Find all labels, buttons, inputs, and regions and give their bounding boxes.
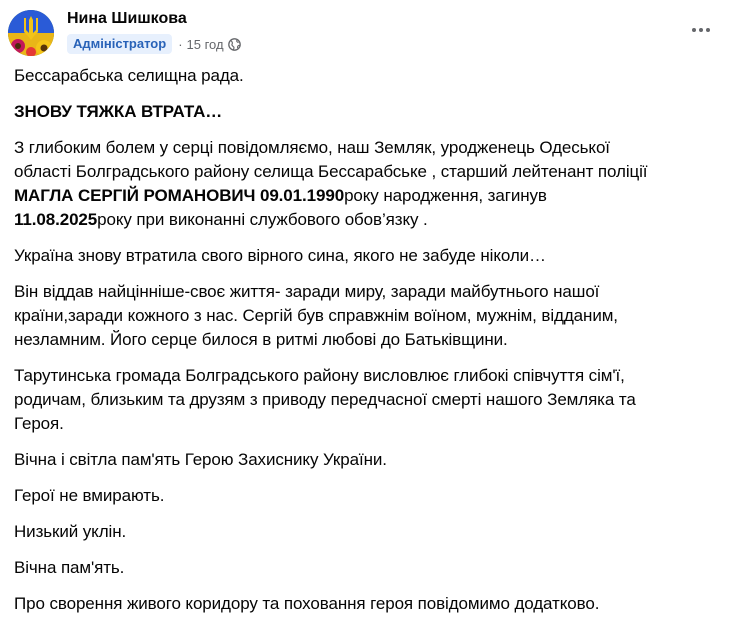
more-dot xyxy=(692,28,696,32)
p5-line2: країни,заради кожного з нас. Сергій був справжнім воїном, мужнім, відданим, xyxy=(14,306,618,325)
post-paragraph-6 xyxy=(14,364,719,436)
p3-line1: З глибоким болем у серці повідомляємо, наш Земляк, уродженець Одеської xyxy=(14,138,610,157)
post-paragraph-8: Герої не вмирають. xyxy=(14,486,165,505)
p3-line2: області Болградського району селища Бессарабське , старший лейтенант поліції xyxy=(14,162,648,181)
post-paragraph-11: Про сворення живого коридору та поховання героя повідомимо додатково. xyxy=(14,594,600,613)
post-paragraph-9: Низький уклін. xyxy=(14,522,127,541)
post-paragraph-10: Вічна пам'ять. xyxy=(14,558,125,577)
p3-line4-rest: року при виконанні службового обов’язку . xyxy=(97,210,428,229)
author-name[interactable]: Нина Шишкова xyxy=(67,10,187,27)
post-paragraph-7: Вічна і світла пам'ять Герою Захиснику України. xyxy=(14,450,387,469)
p3-line3-rest: року народження, загинув xyxy=(344,186,547,205)
more-dot xyxy=(706,28,710,32)
p3-date-bold: 11.08.2025 xyxy=(14,210,98,229)
p3-name-bold: МАГЛА СЕРГІЙ РОМАНОВИЧ 09.01.1990 xyxy=(14,186,345,205)
p6-line3: Героя. xyxy=(14,414,64,433)
post-paragraph-2 xyxy=(14,100,719,124)
post-paragraph-3 xyxy=(14,136,719,232)
globe-icon[interactable] xyxy=(228,38,241,51)
more-dot xyxy=(699,28,703,32)
post-paragraph-5 xyxy=(14,280,719,352)
post-paragraph-1: Бессарабська селищна рада. xyxy=(14,66,244,85)
more-options-icon[interactable] xyxy=(687,20,715,40)
post-heading: ЗНОВУ ТЯЖКА ВТРАТА… xyxy=(14,102,223,121)
p5-line1: Він віддав найцінніше-своє життя- заради миру, заради майбутнього нашої xyxy=(14,282,600,301)
meta-separator: · xyxy=(178,36,183,52)
p6-line1: Тарутинська громада Болградського району висловлює глибокі співчуття сім'ї, xyxy=(14,366,625,385)
post-meta xyxy=(67,33,241,55)
post-paragraph-4: Україна знову втратила свого вірного сина, якого не забуде ніколи… xyxy=(14,246,546,265)
post-header xyxy=(0,0,733,64)
admin-badge[interactable]: Адміністратор xyxy=(67,34,172,54)
trident-avatar-image xyxy=(8,10,54,56)
post-timestamp[interactable]: 15 год xyxy=(186,36,224,52)
p5-line3: незламним. Його серце билося в ритмі любові до Батьківщини. xyxy=(14,330,508,349)
post-body xyxy=(14,64,719,628)
avatar[interactable] xyxy=(8,10,54,56)
p6-line2: родичам, близьким та друзям з приводу передчасної смерті нашого Земляка та xyxy=(14,390,636,409)
